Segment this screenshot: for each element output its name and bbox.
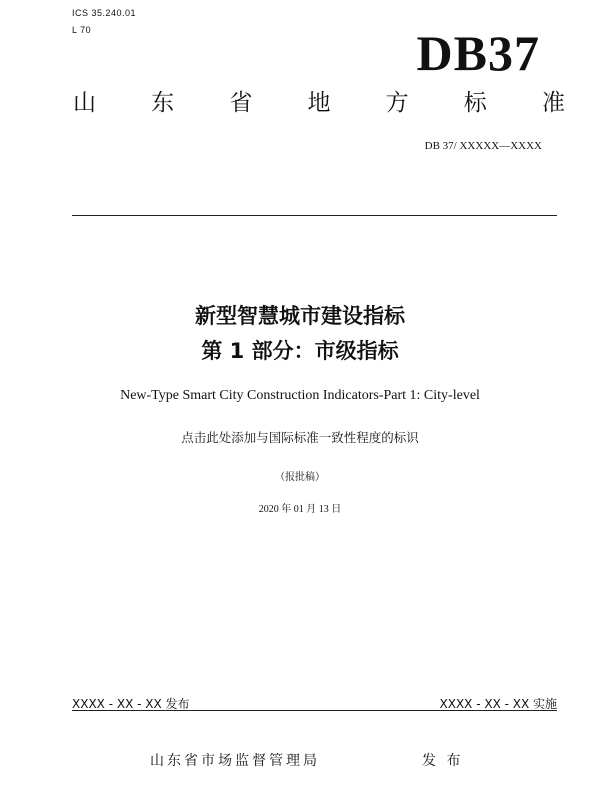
issuing-authority: 山东省市场监督管理局 [150, 753, 320, 769]
standard-type-char: 标 [463, 90, 487, 116]
title-chinese-line2: 第 1 部分：市级指标 [201, 339, 399, 363]
document-number: DB 37/ XXXXX—XXXX [424, 140, 542, 152]
title-chinese-line1: 新型智慧城市建设指标 [195, 304, 405, 328]
standard-type-char: 方 [385, 90, 409, 116]
standard-type-char: 山 [73, 90, 96, 116]
publish-date: XXXX - XX - XX 发布 [72, 697, 190, 711]
title-english: New-Type Smart City Construction Indicators-Part 1: City-level [120, 388, 480, 403]
consistency-placeholder[interactable]: 点击此处添加与国际标准一致性程度的标识 [181, 430, 419, 445]
issue-label: 发 布 [422, 753, 464, 769]
standard-logo: DB37 [416, 25, 540, 81]
draft-status: （报批稿） [275, 472, 325, 483]
standard-type-char: 省 [229, 90, 253, 116]
standard-type [73, 92, 565, 115]
standard-type-char: 地 [307, 90, 331, 116]
ics-code: ICS 35.240.01 [72, 8, 137, 18]
implementation-date: XXXX - XX - XX 实施 [439, 697, 557, 711]
top-divider [72, 215, 557, 216]
classification-code: L 70 [72, 25, 92, 35]
draft-date: 2020 年 01 月 13 日 [258, 504, 342, 515]
standard-type-char: 准 [541, 90, 565, 116]
standard-type-char: 东 [151, 90, 175, 116]
bottom-divider [72, 710, 557, 711]
